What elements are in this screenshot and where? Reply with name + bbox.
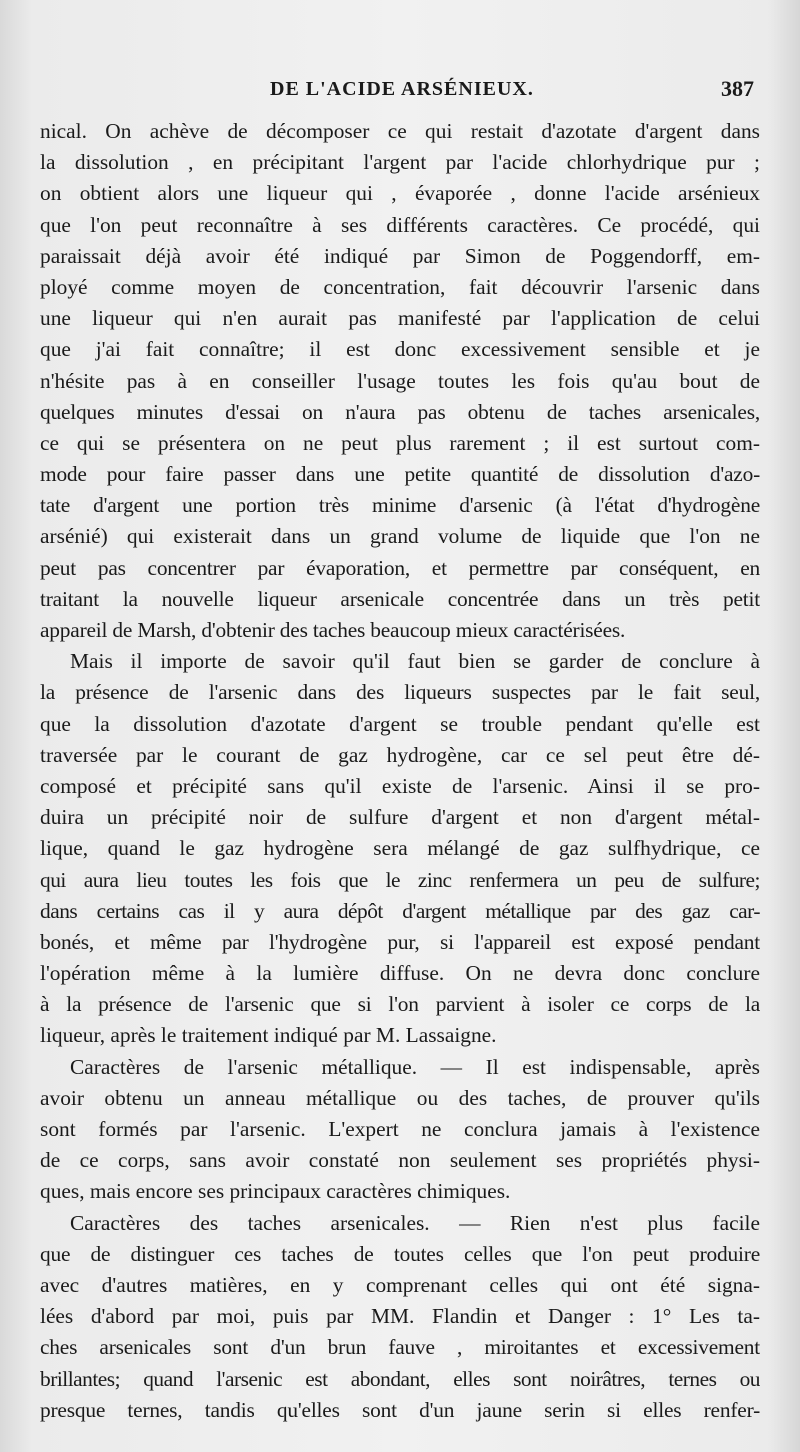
text-line: ches arsenicales sont d'un brun fauve , miroitantes et excessivement (40, 1335, 760, 1360)
text-line: n'hésite pas à en conseiller l'usage toutes les fois qu'au bout de (40, 368, 760, 393)
text-line: traitant la nouvelle liqueur arsenicale concentrée dans un très petit (40, 586, 760, 611)
text-line: que la dissolution d'azotate d'argent se trouble pendant qu'elle est (40, 711, 760, 736)
text-line: la dissolution , en précipitant l'argent par l'acide chlorhydrique pur ; (40, 150, 760, 175)
text-line: liqueur, après le traitement indiqué par M. Lassaigne. (40, 1023, 497, 1048)
text-line: mode pour faire passer dans une petite quantité de dissolution d'azo- (40, 462, 760, 487)
text-line: sont formés par l'arsenic. L'expert ne conclura jamais à l'existence (40, 1117, 760, 1141)
text-line: une liqueur qui n'en aurait pas manifesté par l'application de celui (40, 306, 760, 331)
text-line: quelques minutes d'essai on n'aura pas obtenu de taches arsenicales, (40, 399, 760, 424)
text-line: que l'on peut reconnaître à ses différents caractères. Ce procédé, qui (40, 212, 760, 237)
text-line: lique, quand le gaz hydrogène sera mélangé de gaz sulfhydrique, ce (40, 836, 760, 861)
text-line: qui aura lieu toutes les fois que le zinc renfermera un peu de sulfure; (40, 867, 760, 892)
text-line: traversée par le courant de gaz hydrogène, car ce sel peut être dé- (40, 742, 760, 767)
text-line: paraissait déjà avoir été indiqué par Simon de Poggendorff, em- (40, 243, 760, 268)
text-line: que j'ai fait connaître; il est donc excessivement sensible et je (40, 337, 760, 362)
page-number: 387 (721, 76, 754, 101)
text-line: ques, mais encore ses principaux caractères chimiques. (40, 1179, 511, 1204)
text-line: avoir obtenu un anneau métallique ou des taches, de prouver qu'ils (40, 1085, 760, 1110)
text-line: Caractères des taches arsenicales. — Rien n'est plus facile (70, 1210, 760, 1235)
running-head: DE L'ACIDE ARSÉNIEUX. (270, 78, 534, 100)
text-line: appareil de Marsh, d'obtenir des taches beaucoup mieux caractérisées. (40, 618, 626, 642)
text-line: on obtient alors une liqueur qui , évaporée , donne l'acide arsénieux (40, 181, 760, 206)
text-line: brillantes; quand l'arsenic est abondant, elles sont noirâtres, ternes ou (40, 1366, 760, 1391)
body-text (40, 116, 760, 1426)
text-line: tate d'argent une portion très minime d'arsenic (à l'état d'hydrogène (40, 493, 760, 518)
text-line: avec d'autres matières, en y comprenant celles qui ont été signa- (40, 1272, 760, 1297)
text-line: ce qui se présentera on ne peut plus rarement ; il est surtout com- (40, 430, 760, 455)
text-line: arsénié) qui existerait dans un grand volume de liquide que l'on ne (40, 524, 760, 549)
text-line: à la présence de l'arsenic que si l'on parvient à isoler ce corps de la (40, 992, 760, 1017)
text-line: composé et précipité sans qu'il existe de l'arsenic. Ainsi il se pro- (40, 773, 760, 798)
text-line: de ce corps, sans avoir constaté non seulement ses propriétés physi- (40, 1148, 760, 1173)
text-line: dans certains cas il y aura dépôt d'argent métallique par des gaz car- (40, 898, 760, 923)
text-line: l'opération même à la lumière diffuse. On ne devra donc conclure (40, 961, 760, 986)
text-line: ployé comme moyen de concentration, fait découvrir l'arsenic dans (40, 274, 760, 299)
text-line: Caractères de l'arsenic métallique. — Il est indispensable, après (70, 1054, 760, 1079)
text-line: presque ternes, tandis qu'elles sont d'un jaune serin si elles renfer- (40, 1397, 760, 1422)
text-line: lées d'abord par moi, puis par MM. Flandin et Danger : 1° Les ta- (40, 1304, 760, 1329)
text-line: peut pas concentrer par évaporation, et permettre par conséquent, en (40, 555, 760, 580)
text-line: Mais il importe de savoir qu'il faut bien se garder de conclure à (70, 649, 760, 674)
text-line: que de distinguer ces taches de toutes celles que l'on peut produire (40, 1241, 760, 1266)
text-line: la présence de l'arsenic dans des liqueurs suspectes par le fait seul, (40, 680, 760, 705)
page-header (38, 78, 760, 110)
text-line: nical. On achève de décomposer ce qui restait d'azotate d'argent dans (40, 119, 760, 143)
text-line: bonés, et même par l'hydrogène pur, si l'appareil est exposé pendant (40, 929, 760, 954)
text-line: duira un précipité noir de sulfure d'argent et non d'argent métal- (40, 805, 760, 830)
